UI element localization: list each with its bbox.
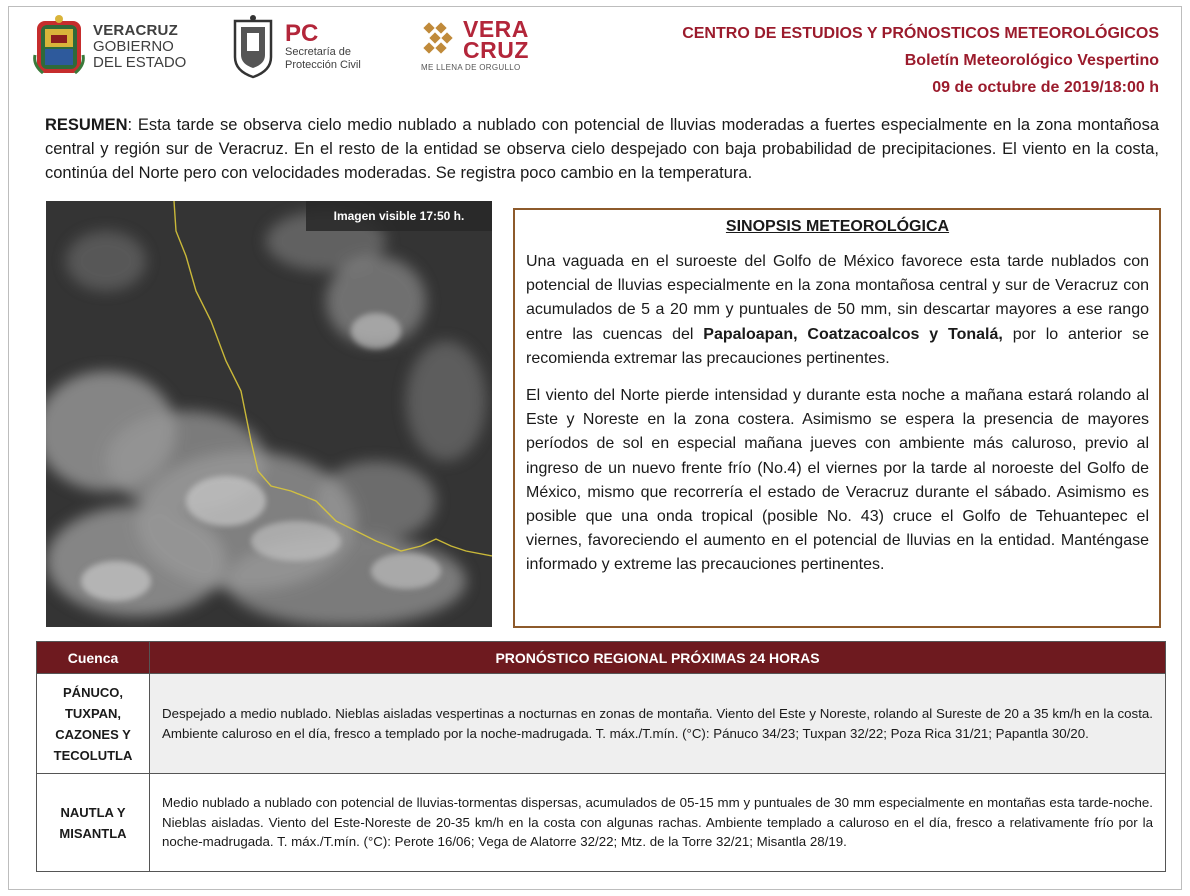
table-row xyxy=(37,774,1166,872)
synopsis-p1-text-b: por lo anterior se recomienda extremar las precauciones pertinentes. xyxy=(526,325,1149,367)
synopsis-title: SINOPSIS METEOROLÓGICA xyxy=(725,218,950,235)
regional-forecast-table xyxy=(36,641,1166,872)
column-header-basin: Cuenca xyxy=(37,642,150,674)
bulletin-date: 09 de octubre de 2019/18:00 h xyxy=(932,79,1159,96)
satellite-image xyxy=(46,201,492,627)
logo-brand-line1: VERA xyxy=(463,16,529,42)
center-name: CENTRO DE ESTUDIOS Y PRÓNOSTICOS METEOROLÓGICOS xyxy=(682,25,1159,42)
synopsis-paragraph-2: El viento del Norte pierde intensidad y durante esta noche a mañana estará rolando al Este y Noreste en la zona costera. Asimismo se espera la presencia de mayores períodos de sol en especial mañana jueves con ambiente más caluroso, previo al ingreso de un nuevo frente frío (No.4) el viernes por la tarde al noroeste del Golfo de México, mismo que recorrería el estado de Veracruz durante el sábado. Asimismo es posible que una onda tropical (posible No. 43) cruce el Golfo de Tehuantepec el viernes, favoreciendo el aumento en el potencial de lluvias en la entidad. Manténgase informado y extreme las precauciones pertinentes. xyxy=(526,387,1149,574)
table-row xyxy=(37,674,1166,774)
basin-name-line: TECOLUTLA xyxy=(53,747,133,763)
basin-name-line: CAZONES Y xyxy=(55,726,131,742)
satellite-visible-image xyxy=(46,201,492,627)
basin-cell xyxy=(37,674,150,774)
synopsis-p1-text-a: Una vaguada en el suroeste del Golfo de México favorece esta tarde nublados con potencial de lluvias especialmente en la zona montañosa central y sur de Veracruz con acumulados de 5 a 20 mm y puntuales de 50 mm, sin descartar mayores a ese rango entre las cuencas del xyxy=(526,253,1149,343)
basin-cell xyxy=(37,774,150,872)
logo-pc-abbr: PC xyxy=(285,20,319,47)
proteccion-civil-shield-icon xyxy=(231,15,275,79)
forecast-text-cell: Medio nublado a nublado con potencial de lluvias-tormentas dispersas, acumulados de 05-15 mm y puntuales de 30 mm especialmente en montañas esta tarde-noche. Nieblas aisladas. Viento del Este-Noreste de 20-35 km/h en la costa con algunas rachas. Ambiente templado a caluroso en el día, fresco a relativamente frío por la noche-madrugada. T. máx./T.mín. (°C): Perote 16/06; Vega de Alatorre 32/22; Mtz. de la Torre 32/21; Misantla 28/19. xyxy=(150,774,1166,872)
logo-brand-tagline: ME LLENA DE ORGULLO xyxy=(421,63,521,72)
proteccion-civil-logo xyxy=(231,15,361,79)
synopsis-p1-basins: Papaloapan, Coatzacoalcos y Tonalá, xyxy=(703,325,1003,343)
basin-name-line: MISANTLA xyxy=(59,825,127,841)
basin-name-line: PÁNUCO, xyxy=(63,684,123,700)
basin-name-line: TUXPAN, xyxy=(64,705,122,721)
forecast-text-cell: Despejado a medio nublado. Nieblas aisladas vespertinas a nocturnas en zonas de montaña. Viento del Este y Noreste, rolando al Sureste de 20 a 35 km/h en la costa. Ambiente caluroso en el día, fresco a templado por la noche-madrugada. T. máx./T.mín. (°C): Pánuco 34/23; Tuxpan 32/22; Poza Rica 31/21; Papantla 30/20. xyxy=(150,674,1166,774)
logo-veracruz-line1: VERACRUZ xyxy=(93,22,178,39)
veracruz-government-logo xyxy=(33,15,186,79)
bulletin-page xyxy=(8,6,1182,890)
synopsis-box xyxy=(513,208,1161,628)
summary-text: : Esta tarde se observa cielo medio nublado a nublado con potencial de lluvias moderadas a fuertes especialmente en la zona montañosa central y región sur de Veracruz. En el resto de la entidad se observa cielo despejado con baja probabilidad de precipitaciones. El viento en la costa, continúa del Norte pero con velocidades moderadas. Se registra poco cambio en la temperatura. xyxy=(45,116,1159,182)
logo-pc-line1: Secretaría de xyxy=(285,46,352,58)
satellite-image-label: Imagen visible 17:50 h. xyxy=(306,201,492,231)
basin-name-line: NAUTLA Y xyxy=(60,804,126,820)
logo-brand-line2: CRUZ xyxy=(463,37,529,63)
column-header-forecast: PRONÓSTICO REGIONAL PRÓXIMAS 24 HORAS xyxy=(150,642,1166,674)
logo-veracruz-line3: DEL ESTADO xyxy=(93,54,187,71)
summary-label: RESUMEN xyxy=(45,116,128,134)
forecast-table-header-row xyxy=(37,642,1166,674)
bulletin-title: Boletín Meteorológico Vespertino xyxy=(904,52,1159,69)
veracruz-brand-logo xyxy=(421,16,529,72)
veracruz-coat-of-arms-icon xyxy=(33,15,85,79)
logo-pc-line2: Protección Civil xyxy=(285,59,361,71)
synopsis-paragraph-1 xyxy=(526,250,1149,371)
brand-pattern-icon xyxy=(421,20,457,60)
summary-paragraph xyxy=(45,113,1159,185)
logo-veracruz-line2: GOBIERNO xyxy=(93,38,174,55)
